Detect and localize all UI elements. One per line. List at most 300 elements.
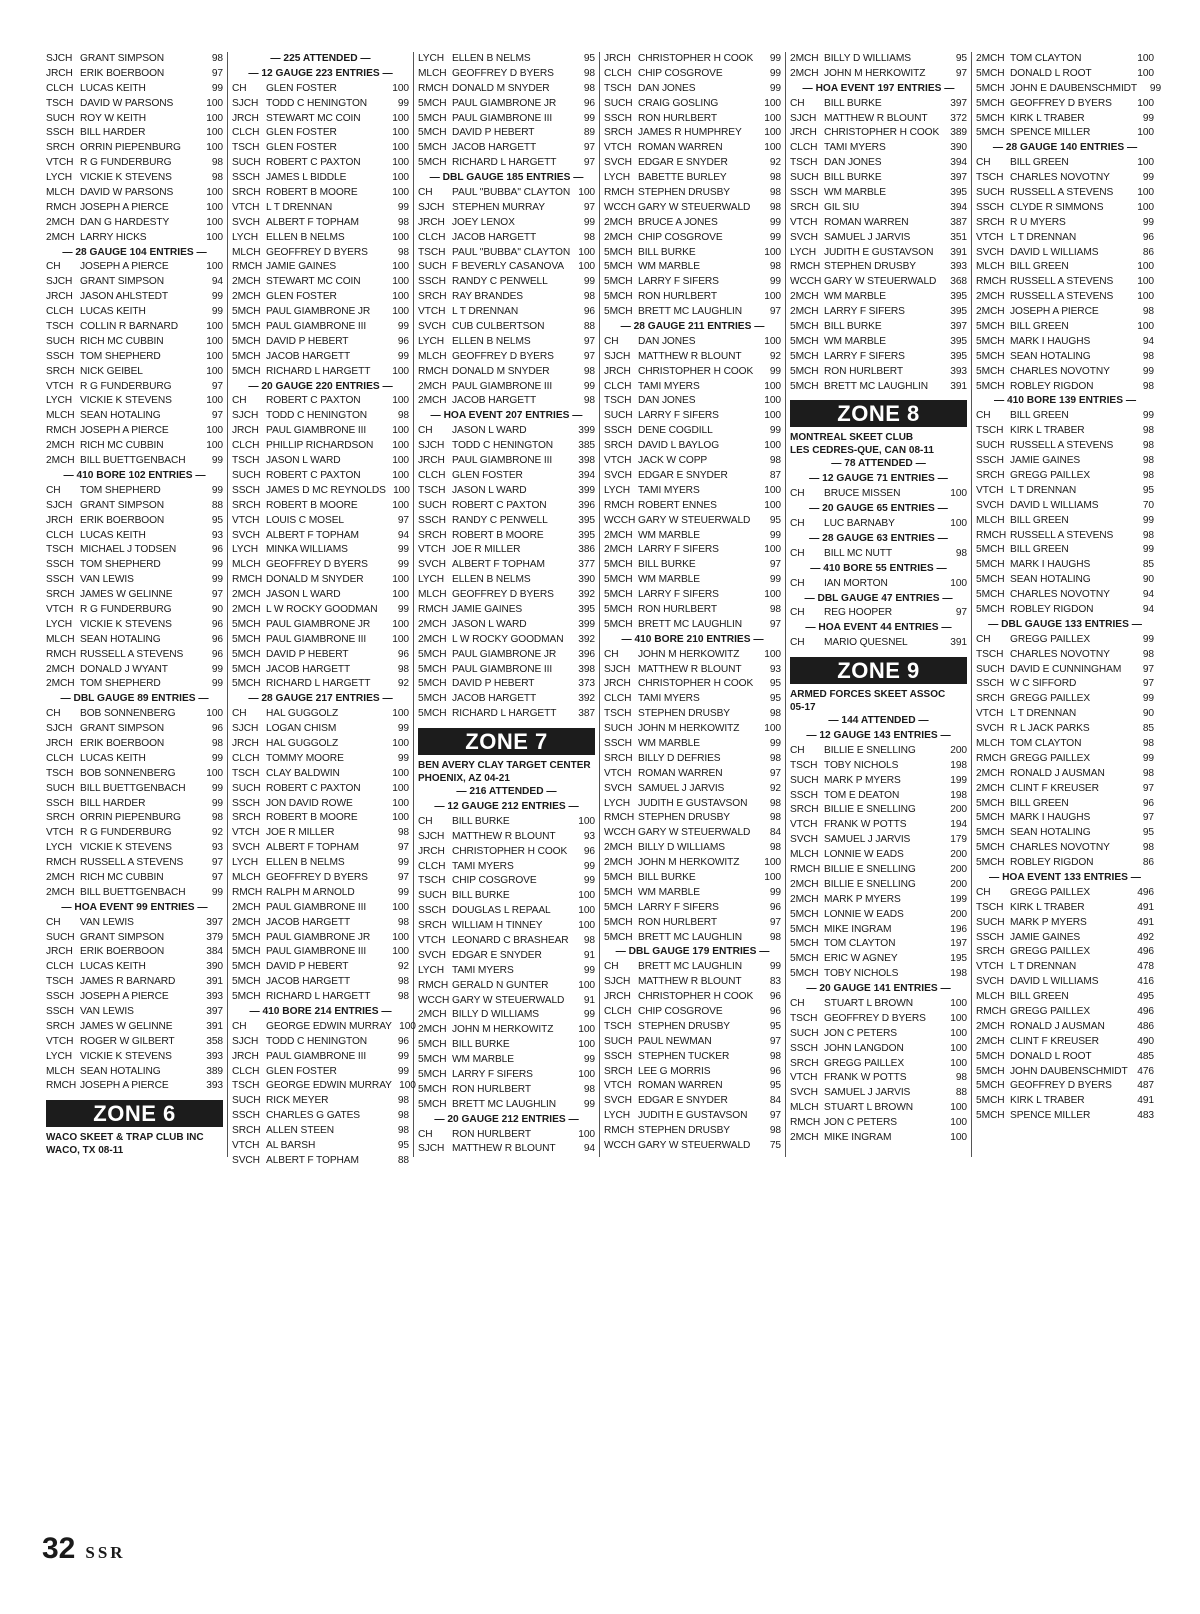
class-code: 2MCH: [46, 663, 75, 675]
result-row: [604, 1005, 781, 1020]
class-code: VTCH: [976, 708, 1004, 720]
shooter-name: WM MARBLE: [638, 529, 700, 541]
class-code: SJCH: [604, 350, 631, 362]
result-row: [976, 856, 1154, 871]
shooter-name: GREGG PAILLEX: [1010, 886, 1091, 898]
result-row: [46, 737, 223, 752]
shooter-name: BILL HARDER: [80, 797, 146, 809]
score: 94: [211, 276, 223, 288]
results-column: [42, 52, 228, 1157]
result-row: [604, 201, 781, 216]
class-code: LYCH: [604, 484, 631, 496]
result-row: [232, 945, 409, 960]
shooter-name: EDGAR E SNYDER: [638, 157, 728, 169]
class-code: SSCH: [46, 559, 74, 571]
shooter-name: CLAY BALDWIN: [266, 767, 340, 779]
shooter-name: RICHARD L HARGETT: [266, 365, 371, 377]
result-row: [418, 320, 595, 335]
score: 98: [769, 812, 781, 824]
class-code: 5MCH: [418, 1054, 447, 1066]
result-row: [232, 82, 409, 97]
result-row: [604, 216, 781, 231]
class-code: RMCH: [418, 82, 449, 94]
score: 98: [1142, 455, 1154, 467]
score: 100: [578, 187, 595, 199]
shooter-name: ROMAN WARREN: [638, 767, 723, 779]
class-code: VTCH: [604, 142, 632, 154]
result-row: [790, 320, 967, 335]
club-info: WACO, TX 08-11: [46, 1145, 124, 1157]
class-code: 5MCH: [418, 693, 447, 705]
result-row: [604, 439, 781, 454]
score: 100: [578, 1024, 595, 1036]
class-code: SVCH: [232, 1154, 260, 1166]
class-code: JRCH: [46, 946, 73, 958]
shooter-name: SEAN HOTALING: [80, 410, 161, 422]
score: 100: [392, 365, 409, 377]
shooter-name: CLINT F KREUSER: [1010, 782, 1099, 794]
class-code: 2MCH: [232, 589, 261, 601]
score: 97: [211, 871, 223, 883]
class-code: SRCH: [232, 812, 261, 824]
score: 95: [769, 678, 781, 690]
score: 99: [211, 82, 223, 94]
result-row: [976, 112, 1154, 127]
score: 100: [393, 484, 410, 496]
result-row: [790, 380, 967, 395]
shooter-name: LONNIE W EADS: [824, 849, 904, 861]
shooter-name: FRANK W POTTS: [824, 819, 907, 831]
score: 97: [211, 589, 223, 601]
shooter-name: VAN LEWIS: [80, 574, 134, 586]
class-code: 5MCH: [976, 67, 1005, 79]
shooter-name: DAVID E CUNNINGHAM: [1010, 663, 1122, 675]
result-row: [46, 126, 223, 141]
shooter-name: GLEN FOSTER: [266, 142, 337, 154]
result-row: [790, 1116, 967, 1131]
score: 98: [583, 934, 595, 946]
shooter-name: BRETT MC LAUGHLIN: [638, 961, 742, 973]
result-row: [418, 514, 595, 529]
class-code: 5MCH: [976, 112, 1005, 124]
result-row: [46, 365, 223, 380]
club-info: MONTREAL SKEET CLUB: [790, 432, 914, 444]
shooter-name: JAMIE GAINES: [452, 603, 523, 615]
score: 100: [764, 112, 781, 124]
score: 98: [397, 1125, 409, 1137]
class-code: SRCH: [418, 529, 447, 541]
result-row: [604, 97, 781, 112]
shooter-name: L T DRENNAN: [1010, 484, 1077, 496]
class-code: CH: [976, 157, 991, 169]
class-code: TSCH: [46, 767, 74, 779]
shooter-name: DENE COGDILL: [638, 425, 713, 437]
result-row: [46, 67, 223, 82]
shooter-name: DAVID L WILLIAMS: [1010, 976, 1099, 988]
result-row: [976, 901, 1154, 916]
class-code: 5MCH: [976, 797, 1005, 809]
shooter-name: BILLIE E SNELLING: [824, 863, 916, 875]
result-row: [604, 52, 781, 67]
class-code: MLCH: [976, 991, 1005, 1003]
result-row: [790, 246, 967, 261]
shooter-name: ELLEN B NELMS: [452, 574, 531, 586]
result-row: [604, 409, 781, 424]
score: 96: [769, 991, 781, 1003]
class-code: JRCH: [46, 514, 73, 526]
score: 97: [583, 142, 595, 154]
shooter-name: TOM E DEATON: [824, 789, 900, 801]
result-row: [604, 797, 781, 812]
result-row: [790, 923, 967, 938]
result-row: [232, 514, 409, 529]
shooter-name: L T DRENNAN: [266, 201, 333, 213]
result-row: [418, 558, 595, 573]
result-row: [604, 603, 781, 618]
result-row: [604, 260, 781, 275]
event-header: — 20 GAUGE 141 ENTRIES —: [806, 983, 951, 995]
class-code: SUCH: [232, 157, 261, 169]
result-row: [232, 290, 409, 305]
club-info: 05-17: [790, 702, 816, 714]
class-code: 2MCH: [976, 1035, 1005, 1047]
class-code: SJCH: [604, 976, 631, 988]
shooter-name: LUCAS KEITH: [80, 752, 146, 764]
result-row: [604, 826, 781, 841]
shooter-name: DAVID P HEBERT: [452, 678, 535, 690]
result-row: [790, 1057, 967, 1072]
shooter-name: ROGER W GILBERT: [80, 1035, 175, 1047]
class-code: CLCH: [46, 82, 74, 94]
result-row: [604, 126, 781, 141]
class-code: RMCH: [46, 857, 77, 869]
score: 98: [1142, 469, 1154, 481]
result-row: [790, 937, 967, 952]
result-row: [976, 216, 1154, 231]
result-row: [232, 454, 409, 469]
shooter-name: DAN G HARDESTY: [80, 216, 170, 228]
class-code: JRCH: [232, 425, 259, 437]
class-code: 2MCH: [604, 529, 633, 541]
class-code: 5MCH: [976, 1080, 1005, 1092]
result-row: [232, 320, 409, 335]
score: 90: [211, 603, 223, 615]
shooter-name: JAMES W GELINNE: [80, 1020, 173, 1032]
class-code: JRCH: [232, 112, 259, 124]
score: 94: [1142, 603, 1154, 615]
shooter-name: ELLEN B NELMS: [266, 231, 345, 243]
shooter-name: RUSSELL A STEVENS: [1010, 276, 1114, 288]
score: 98: [1142, 737, 1154, 749]
class-code: 2MCH: [418, 618, 447, 630]
class-code: 5MCH: [604, 603, 633, 615]
class-code: MLCH: [790, 849, 819, 861]
class-code: 5MCH: [976, 1065, 1005, 1077]
score: 100: [578, 890, 595, 902]
score: 100: [950, 1117, 967, 1129]
shooter-name: LUCAS KEITH: [80, 961, 146, 973]
result-row: [418, 949, 595, 964]
class-code: RMCH: [790, 1117, 821, 1129]
score: 384: [206, 946, 223, 958]
class-code: SUCH: [232, 1095, 261, 1107]
result-row: [976, 692, 1154, 707]
shooter-name: GREGG PAILLEX: [1010, 752, 1091, 764]
score: 496: [1137, 946, 1154, 958]
class-code: TSCH: [604, 1020, 632, 1032]
score: 88: [397, 1154, 409, 1166]
shooter-name: DONALD L ROOT: [1010, 67, 1092, 79]
shooter-name: F BEVERLY CASANOVA: [452, 261, 564, 273]
score: 88: [583, 321, 595, 333]
score: 98: [769, 455, 781, 467]
result-row: [604, 990, 781, 1005]
result-row: [46, 186, 223, 201]
score: 100: [950, 1102, 967, 1114]
class-code: CH: [976, 886, 991, 898]
class-code: 2MCH: [232, 901, 261, 913]
score: 100: [950, 518, 967, 530]
result-row: [232, 1109, 409, 1124]
result-row: [790, 1071, 967, 1086]
class-code: LYCH: [418, 574, 445, 586]
result-row: [976, 469, 1154, 484]
shooter-name: SEAN HOTALING: [1010, 350, 1091, 362]
result-row: [418, 156, 595, 171]
shooter-name: STEPHEN DRUSBY: [638, 187, 731, 199]
score: 86: [1142, 246, 1154, 258]
class-code: SSCH: [232, 484, 260, 496]
shooter-name: LUC BARNABY: [824, 518, 895, 530]
result-row: [604, 231, 781, 246]
class-code: JRCH: [232, 1050, 259, 1062]
shooter-name: BILL GREEN: [1010, 261, 1069, 273]
shooter-name: EDGAR E SNYDER: [452, 949, 542, 961]
result-row: [46, 454, 223, 469]
class-code: TSCH: [232, 1080, 260, 1092]
shooter-name: DAN JONES: [824, 157, 882, 169]
score: 94: [583, 1143, 595, 1155]
shooter-name: BILL GREEN: [1010, 991, 1069, 1003]
shooter-name: CHRISTOPHER H COOK: [824, 127, 940, 139]
class-code: 5MCH: [604, 291, 633, 303]
score: 96: [769, 1006, 781, 1017]
class-code: 5MCH: [976, 589, 1005, 601]
score: 399: [578, 425, 595, 437]
shooter-name: MATTHEW R BLOUNT: [638, 350, 742, 362]
score: 395: [950, 350, 967, 362]
score: 99: [1142, 544, 1154, 556]
shooter-name: WM MARBLE: [638, 886, 700, 898]
shooter-name: BILLY D WILLIAMS: [638, 842, 725, 854]
class-code: 5MCH: [418, 112, 447, 124]
score: 97: [583, 350, 595, 362]
class-code: TSCH: [418, 246, 446, 258]
class-code: RMCH: [604, 1125, 635, 1137]
class-code: TSCH: [790, 157, 818, 169]
shooter-name: JACOB HARGETT: [452, 142, 537, 154]
class-code: 2MCH: [232, 291, 261, 303]
result-row: [790, 186, 967, 201]
score: 100: [764, 723, 781, 735]
score: 98: [769, 797, 781, 809]
score: 98: [397, 991, 409, 1003]
class-code: 5MCH: [418, 1083, 447, 1095]
class-code: MLCH: [790, 1102, 819, 1114]
score: 487: [1137, 1080, 1154, 1092]
result-row: [976, 886, 1154, 901]
class-code: TSCH: [604, 82, 632, 94]
event-header: — 410 BORE 214 ENTRIES —: [249, 1006, 392, 1017]
class-code: CH: [976, 633, 991, 645]
shooter-name: GEOFFREY D BYERS: [266, 871, 368, 883]
class-code: SSCH: [976, 931, 1004, 943]
shooter-name: JAMES D MC REYNOLDS: [266, 484, 386, 496]
club-info: PHOENIX, AZ 04-21: [418, 773, 510, 785]
result-row: [790, 260, 967, 275]
shooter-name: RUSSELL A STEVENS: [1010, 291, 1114, 303]
shooter-name: RICHARD L HARGETT: [266, 991, 371, 1003]
result-row: [604, 186, 781, 201]
result-row: [604, 1139, 781, 1154]
shooter-name: RAY BRANDES: [452, 291, 523, 303]
result-row: [46, 603, 223, 618]
shooter-name: L T DRENNAN: [1010, 708, 1077, 720]
class-code: VTCH: [790, 1072, 818, 1084]
class-code: RMCH: [46, 1080, 77, 1092]
result-row: [604, 1124, 781, 1139]
class-code: VTCH: [976, 961, 1004, 973]
score: 99: [769, 67, 781, 79]
result-row: [790, 305, 967, 320]
class-code: TSCH: [46, 97, 74, 109]
score: 198: [950, 759, 967, 771]
class-code: CH: [232, 1020, 247, 1032]
shooter-name: BILLIE E SNELLING: [824, 804, 916, 816]
result-row: [232, 603, 409, 618]
class-code: SJCH: [418, 440, 445, 452]
result-row: [46, 1005, 223, 1020]
class-code: WCCH: [604, 201, 636, 213]
class-code: SJCH: [232, 410, 259, 422]
shooter-name: BRUCE MISSEN: [824, 488, 901, 500]
shooter-name: PAUL GIAMBRONE JR: [266, 931, 371, 943]
score: 394: [578, 469, 595, 481]
result-row: [976, 67, 1154, 82]
event-header: — DBL GAUGE 179 ENTRIES —: [615, 946, 770, 958]
score: 100: [764, 246, 781, 258]
result-row: [418, 603, 595, 618]
score: 99: [769, 82, 781, 94]
score: 95: [769, 693, 781, 705]
shooter-name: RON HURLBERT: [638, 291, 717, 303]
shooter-name: BRETT MC LAUGHLIN: [824, 380, 928, 392]
result-row: [976, 305, 1154, 320]
result-row: [604, 901, 781, 916]
result-row: [976, 960, 1154, 975]
score: 100: [764, 97, 781, 109]
score: 98: [397, 976, 409, 988]
result-row: [604, 752, 781, 767]
result-row: [232, 558, 409, 573]
shooter-name: SPENCE MILLER: [1010, 127, 1091, 139]
shooter-name: BILL GREEN: [1010, 157, 1069, 169]
class-code: SRCH: [232, 187, 261, 199]
score: 99: [583, 964, 595, 976]
class-code: LYCH: [790, 246, 817, 258]
shooter-name: NICK GEIBEL: [80, 365, 143, 377]
result-row: [232, 931, 409, 946]
shooter-name: JOHN M HERKOWITZ: [824, 67, 926, 79]
score: 100: [392, 931, 409, 943]
class-code: SRCH: [790, 201, 819, 213]
score: 100: [392, 112, 409, 124]
shooter-name: PHILLIP RICHARDSON: [266, 440, 374, 452]
shooter-name: VAN LEWIS: [80, 916, 134, 928]
shooter-name: WM MARBLE: [824, 291, 886, 303]
score: 100: [764, 648, 781, 660]
result-row: [976, 707, 1154, 722]
shooter-name: TOM CLAYTON: [1010, 53, 1082, 64]
score: 100: [392, 589, 409, 601]
class-code: CH: [790, 607, 805, 619]
result-row: [232, 648, 409, 663]
zone-banner: ZONE 9: [790, 657, 967, 684]
score: 100: [1137, 201, 1154, 213]
shooter-name: RON HURLBERT: [452, 1083, 531, 1095]
class-code: SVCH: [604, 782, 632, 794]
result-row: [418, 994, 595, 1009]
class-code: 5MCH: [790, 908, 819, 920]
result-row: [418, 424, 595, 439]
score: 100: [1137, 53, 1154, 64]
class-code: 5MCH: [976, 380, 1005, 392]
shooter-name: GEOFFREY D BYERS: [452, 589, 554, 601]
class-code: CH: [418, 815, 433, 827]
score: 97: [583, 335, 595, 347]
result-row: [232, 171, 409, 186]
shooter-name: GRANT SIMPSON: [80, 276, 164, 288]
score: 83: [769, 976, 781, 988]
class-code: 5MCH: [418, 648, 447, 660]
event-header: — HOA EVENT 99 ENTRIES —: [61, 901, 208, 913]
shooter-name: HAL GUGGOLZ: [266, 737, 339, 749]
score: 99: [397, 350, 409, 362]
result-row: [232, 826, 409, 841]
class-code: SUCH: [790, 172, 819, 184]
shooter-name: JACOB HARGETT: [266, 350, 351, 362]
class-code: SVCH: [976, 499, 1004, 511]
class-code: 5MCH: [604, 589, 633, 601]
score: 392: [578, 633, 595, 645]
class-code: VTCH: [232, 827, 260, 839]
shooter-name: TOM CLAYTON: [824, 938, 896, 950]
score: 99: [211, 484, 223, 496]
class-code: 5MCH: [976, 350, 1005, 362]
shooter-name: GREGG PAILLEX: [1010, 1006, 1091, 1017]
shooter-name: BILL GREEN: [1010, 321, 1069, 333]
shooter-name: BILL GREEN: [1010, 797, 1069, 809]
class-code: SSCH: [232, 172, 260, 184]
score: 391: [950, 380, 967, 392]
score: 99: [769, 574, 781, 586]
class-code: LYCH: [604, 1110, 631, 1122]
score: 99: [769, 425, 781, 437]
class-code: 5MCH: [232, 961, 261, 973]
shooter-name: TOM SHEPHERD: [80, 678, 161, 690]
result-row: [232, 618, 409, 633]
shooter-name: CHIP COSGROVE: [452, 875, 537, 887]
